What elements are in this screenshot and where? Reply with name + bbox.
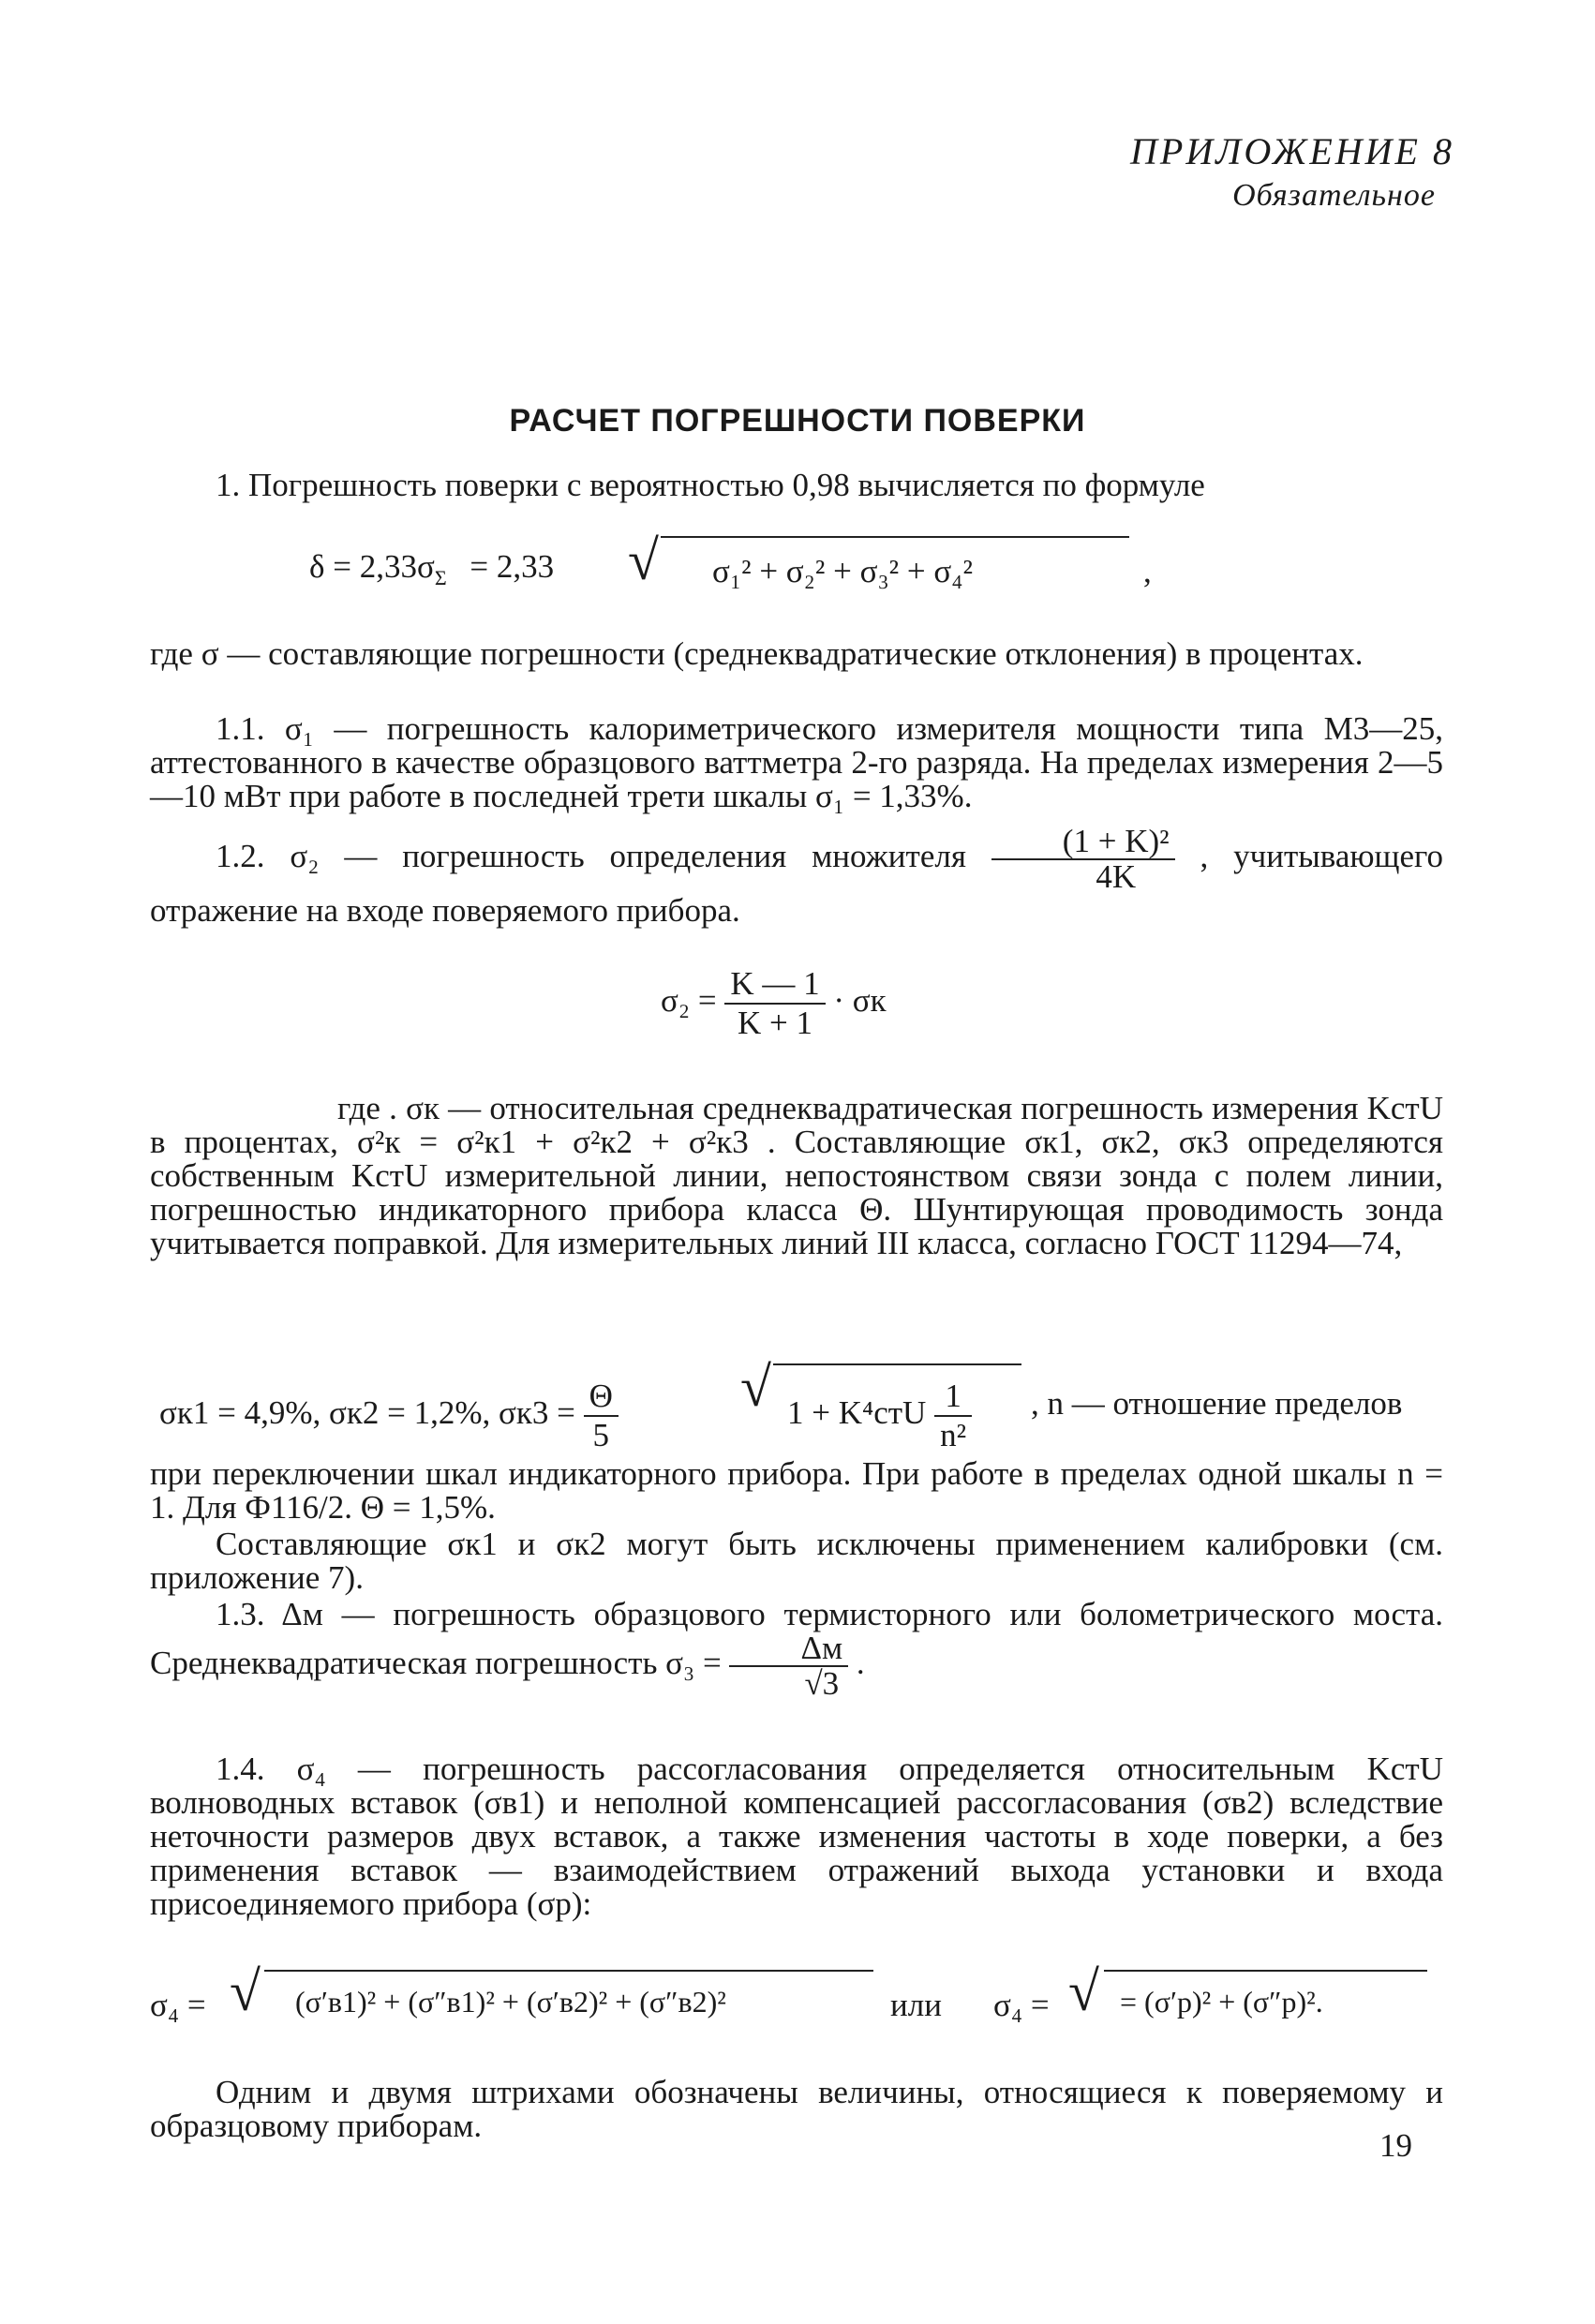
formula-sigma-k-inner-numerator: 1	[934, 1378, 972, 1417]
formula-sigma3-fraction	[729, 1631, 848, 1701]
formula-sigma-k-inner-denominator: n²	[940, 1417, 967, 1453]
closing-paragraph: Одним и двумя штрихами обозначены величины, относящиеся к поверяемому и образцовому приборам.	[150, 2074, 1443, 2144]
formula-delta-lhs-sub: Σ	[434, 566, 447, 589]
paragraph-1-2-before: 1.2. σ₂ — погрешность определения множителя	[216, 838, 966, 875]
formula-sigma4-lhs: σ₄ =	[150, 1987, 206, 2023]
formula-sigma4-radicand2: = (σ′р)² + (σ″р)².	[1120, 1985, 1323, 2019]
formula-sigma-k-inner-fraction	[934, 1378, 972, 1454]
formula-sigma-k-tail: , n — отношение пределов	[1031, 1385, 1403, 1422]
sqrt-bar	[661, 536, 1129, 538]
annex-title: ПРИЛОЖЕНИЕ 8	[1130, 130, 1454, 172]
paragraph-1-where: где σ — составляющие погрешности (среднеквадратические отклонения) в процентах.	[150, 635, 1364, 672]
formula-sigma4-lhs2: σ₄ =	[993, 1987, 1050, 2023]
formula-sigma-k-lhs: σк1 = 4,9%, σк2 = 1,2%, σк3 =	[159, 1394, 575, 1432]
formula-sigma4-radicand1: (σ′в1)² + (σ″в1)² + (σ′в2)² + (σ″в2)²	[295, 1985, 726, 2019]
formula-delta-eq: = 2,33	[470, 548, 555, 585]
sqrt-icon: √	[230, 1960, 261, 2022]
formula-sigma-k-radicand-text: 1 + K⁴стU	[787, 1394, 927, 1432]
formula-sigma-k-fraction	[584, 1378, 619, 1454]
formula-sigma-k-numerator: Θ	[584, 1378, 619, 1417]
formula-sigma3-numerator: Δм	[729, 1631, 848, 1667]
paragraph-1-2-after2: Составляющие σк1 и σк2 могут быть исключены применением калибровки (см. приложение 7).	[150, 1526, 1443, 1596]
paragraph-1-3	[150, 1598, 1443, 1701]
page-number: 19	[1379, 2127, 1412, 2164]
sqrt-icon: √	[1068, 1960, 1099, 2022]
sqrt-bar	[1104, 1970, 1427, 1972]
paragraph-1: 1. Погрешность поверки с вероятностью 0,98 вычисляется по формуле	[216, 467, 1205, 503]
formula-delta-tail: ,	[1143, 553, 1152, 589]
annex-subtitle: Обязательное	[1232, 178, 1436, 213]
paragraph-1-2-after: при переключении шкал индикаторного прибора. При работе в пределах одной шкалы n = 1. Для Ф116/2. Θ = 1,5%.	[150, 1455, 1443, 1526]
formula-delta-radicand: σ₁² + σ₂² + σ₃² + σ₄²	[712, 553, 973, 589]
formula-sigma-k	[159, 1378, 619, 1454]
formula-sigma-k-radicand	[787, 1378, 972, 1454]
paragraph-1-2-where: где . σк — относительная среднеквадратическая погрешность измерения KстU в процентах, σ²к = σ²к1 + σ²к2 + σ²к3 . Составляющие σк1, σк2, σк3 определяются собственным KстU измерительной линии, непостоянством связи зонда с полем линии, погрешностью индикаторного прибора класса Θ. Шунтирующая проводимость зонда учитывается поправкой. Для измерительных линий III класса, согласно ГОСТ 11294—74,	[150, 1090, 1443, 1261]
multiplier-numerator: (1 + K)²	[991, 825, 1175, 860]
multiplier-fraction	[991, 825, 1175, 894]
paragraph-1-2-after: , учитывающего отражение на входе поверяемого прибора.	[150, 838, 1443, 929]
formula-sigma2-rhs: · σк	[833, 982, 887, 1020]
sqrt-bar	[264, 1970, 873, 1972]
formula-sigma2-numerator: K — 1	[724, 965, 825, 1005]
paragraph-1-1: 1.1. σ₁ — погрешность калориметрического измерителя мощности типа М3—25, аттестованного в качестве образцового ваттметра 2-го разряда. На пределах измерения 2—5—10 мВт при работе в последней трети шкалы σ₁ = 1,33%.	[150, 710, 1443, 814]
formula-sigma2	[661, 965, 887, 1042]
formula-delta	[309, 548, 554, 590]
paragraph-1-2	[150, 825, 1443, 928]
formula-sigma3-tail: .	[856, 1645, 865, 1682]
formula-sigma2-lhs: σ₂ =	[661, 982, 717, 1020]
sqrt-icon: √	[628, 529, 659, 591]
formula-sigma-k-denominator: 5	[592, 1417, 610, 1453]
sqrt-icon: √	[740, 1356, 771, 1418]
multiplier-denominator: 4K	[1096, 858, 1137, 895]
formula-sigma4-or: или	[890, 1987, 942, 2023]
formula-sigma2-fraction	[724, 965, 825, 1042]
formula-delta-lhs: δ = 2,33σ	[309, 548, 435, 585]
sqrt-bar	[773, 1363, 1021, 1365]
formula-sigma2-denominator: K + 1	[737, 1005, 812, 1041]
paragraph-1-3-text: 1.3. Δм — погрешность образцового термисторного или болометрического моста. Среднеквадратическая погрешность σ₃ =	[150, 1596, 1443, 1682]
formula-sigma3-denominator: √3	[804, 1665, 840, 1702]
document-heading: РАСЧЕТ ПОГРЕШНОСТИ ПОВЕРКИ	[509, 403, 1086, 439]
paragraph-1-4: 1.4. σ₄ — погрешность рассогласования определяется относительным KстU волноводных вставок (σв1) и неполной компенсацией рассогласования (σв2) вследствие неточности размеров двух вставок, а также изменения частоты в ходе поверки, а без применения вставок — взаимодействием отражений выхода установки и входа присоединяемого прибора (σр):	[150, 1750, 1443, 1922]
